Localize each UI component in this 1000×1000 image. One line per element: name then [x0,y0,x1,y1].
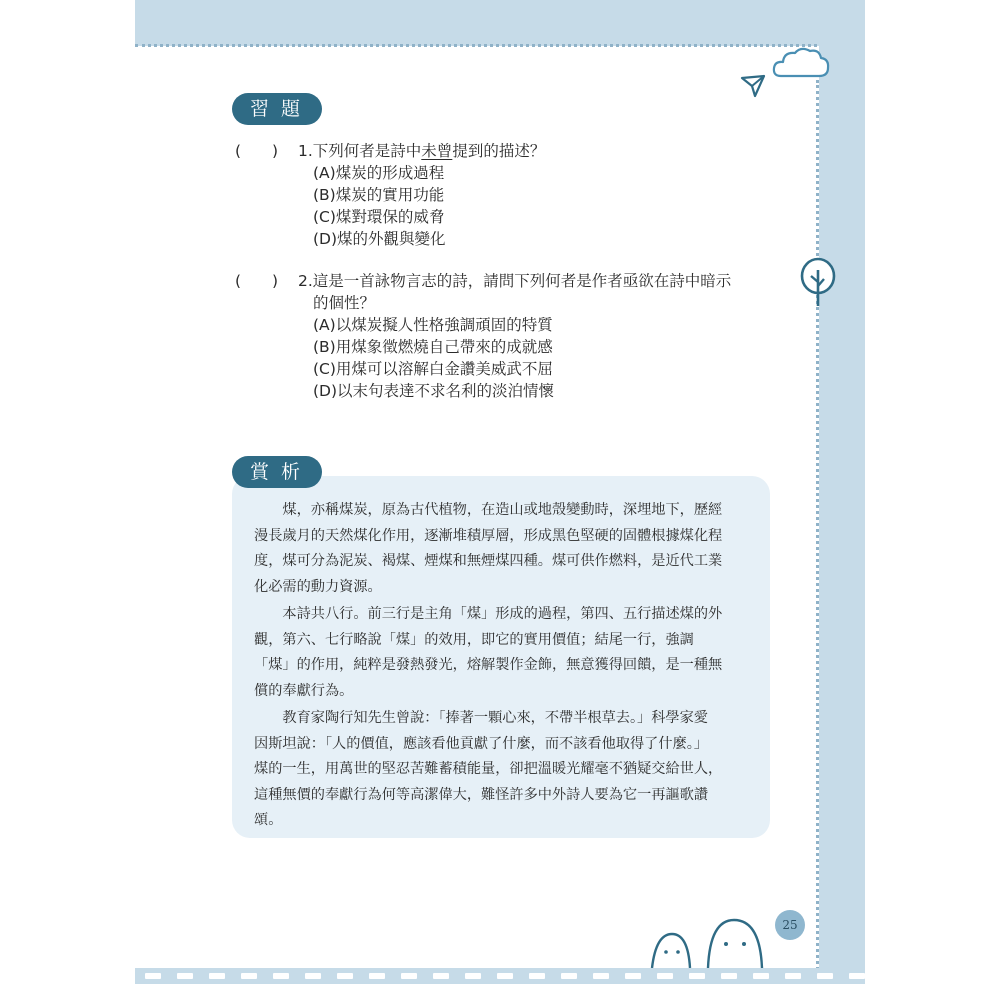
strip-dash [785,973,801,979]
strip-dash [753,973,769,979]
top-decor-band [135,0,865,46]
exercises-heading: 習題 [232,93,322,125]
strip-dash [625,973,641,979]
analysis-box [232,476,770,838]
option-a: (A)以煤炭擬人性格強調頑固的特質 [313,316,553,334]
hill-doodle-icon [650,912,770,968]
strip-dash [593,973,609,979]
option-d: (D)以末句表達不求名利的淡泊情懷 [313,382,555,400]
analysis-heading: 賞析 [232,456,322,488]
paragraph-line: 煤的一生，用萬世的堅忍苦難蓄積能量，卻把溫暖光耀毫不猶疑交給世人， [254,761,723,777]
strip-dash [241,973,257,979]
strip-dash [337,973,353,979]
question-2 [235,270,795,410]
strip-dash [689,973,705,979]
bottom-decor-strip [135,968,865,984]
analysis-paragraph-3 [254,706,750,834]
question-stem-line-2: 的個性？ [313,294,376,312]
strip-dash [721,973,737,979]
strip-dash [145,973,161,979]
paragraph-line: 煤，亦稱煤炭，原為古代植物，在造山或地殼變動時，深埋地下，歷經 [254,502,723,518]
cloud-icon [771,44,831,84]
paragraph-line: 觀，第六、七行略說「煤」的效用，即它的實用價值；結尾一行，強調 [254,631,694,648]
strip-dash [529,973,545,979]
option-d: (D)煤的外觀與變化 [313,230,446,248]
question-stem: 1.下列何者是詩中未曾提到的描述？ [298,142,546,160]
strip-dash [209,973,225,979]
analysis-paragraph-2 [254,602,750,704]
strip-dash [273,973,289,979]
answer-blank: ( ) [235,272,279,290]
book-page [135,0,865,1000]
paragraph-line: 頌。 [254,812,283,828]
strip-dash [657,973,673,979]
right-decor-band [819,46,865,970]
option-b: (B)煤炭的實用功能 [313,186,445,204]
strip-dash [465,973,481,979]
strip-dash [433,973,449,979]
analysis-paragraph-1 [254,498,750,600]
paragraph-line: 度，煤可分為泥炭、褐煤、煙煤和無煙煤四種。煤可供作燃料，是近代工業 [254,553,723,569]
strip-dash [401,973,417,979]
right-dotted-border [816,80,819,970]
paragraph-line: 償的奉獻行為。 [254,682,354,699]
top-dotted-border [135,44,817,47]
option-b: (B)用煤象徵燃燒自己帶來的成就感 [313,338,553,356]
paragraph-line: 這種無價的奉獻行為何等高潔偉大，難怪許多中外詩人要為它一再謳歌讚 [254,786,709,803]
question-stem-line-1: 2.這是一首詠物言志的詩，請問下列何者是作者亟欲在詩中暗示 [298,272,732,290]
answer-blank: ( ) [235,142,279,160]
strip-dash [561,973,577,979]
strip-dash [369,973,385,979]
paragraph-line: 本詩共八行。前三行是主角「煤」形成的過程，第四、五行描述煤的外 [254,606,723,622]
page-number: 25 [775,910,805,940]
paragraph-line: 「煤」的作用，純粹是發熱發光，熔解製作金飾，無意獲得回饋，是一種無 [254,657,723,673]
option-c: (C)用煤可以溶解白金讚美威武不屈 [313,360,553,378]
strip-dash [177,973,193,979]
tree-icon [797,256,839,308]
question-1 [235,140,795,250]
strip-dash [497,973,513,979]
paragraph-line: 化必需的動力資源。 [254,578,382,595]
paragraph-line: 因斯坦說：「人的價值，應該看他貢獻了什麼，而不該看他取得了什麼。」 [254,735,708,752]
paper-plane-icon [739,72,767,100]
option-a: (A)煤炭的形成過程 [313,164,445,182]
paragraph-line: 漫長歲月的天然煤化作用，逐漸堆積厚層，形成黑色堅硬的固體根據煤化程 [254,527,723,544]
paragraph-line: 教育家陶行知先生曾說：「捧著一顆心來，不帶半根草去。」科學家愛 [254,710,708,726]
strip-dash [817,973,833,979]
strip-dash [849,973,865,979]
option-c: (C)煤對環保的威脅 [313,208,445,226]
strip-dash [305,973,321,979]
